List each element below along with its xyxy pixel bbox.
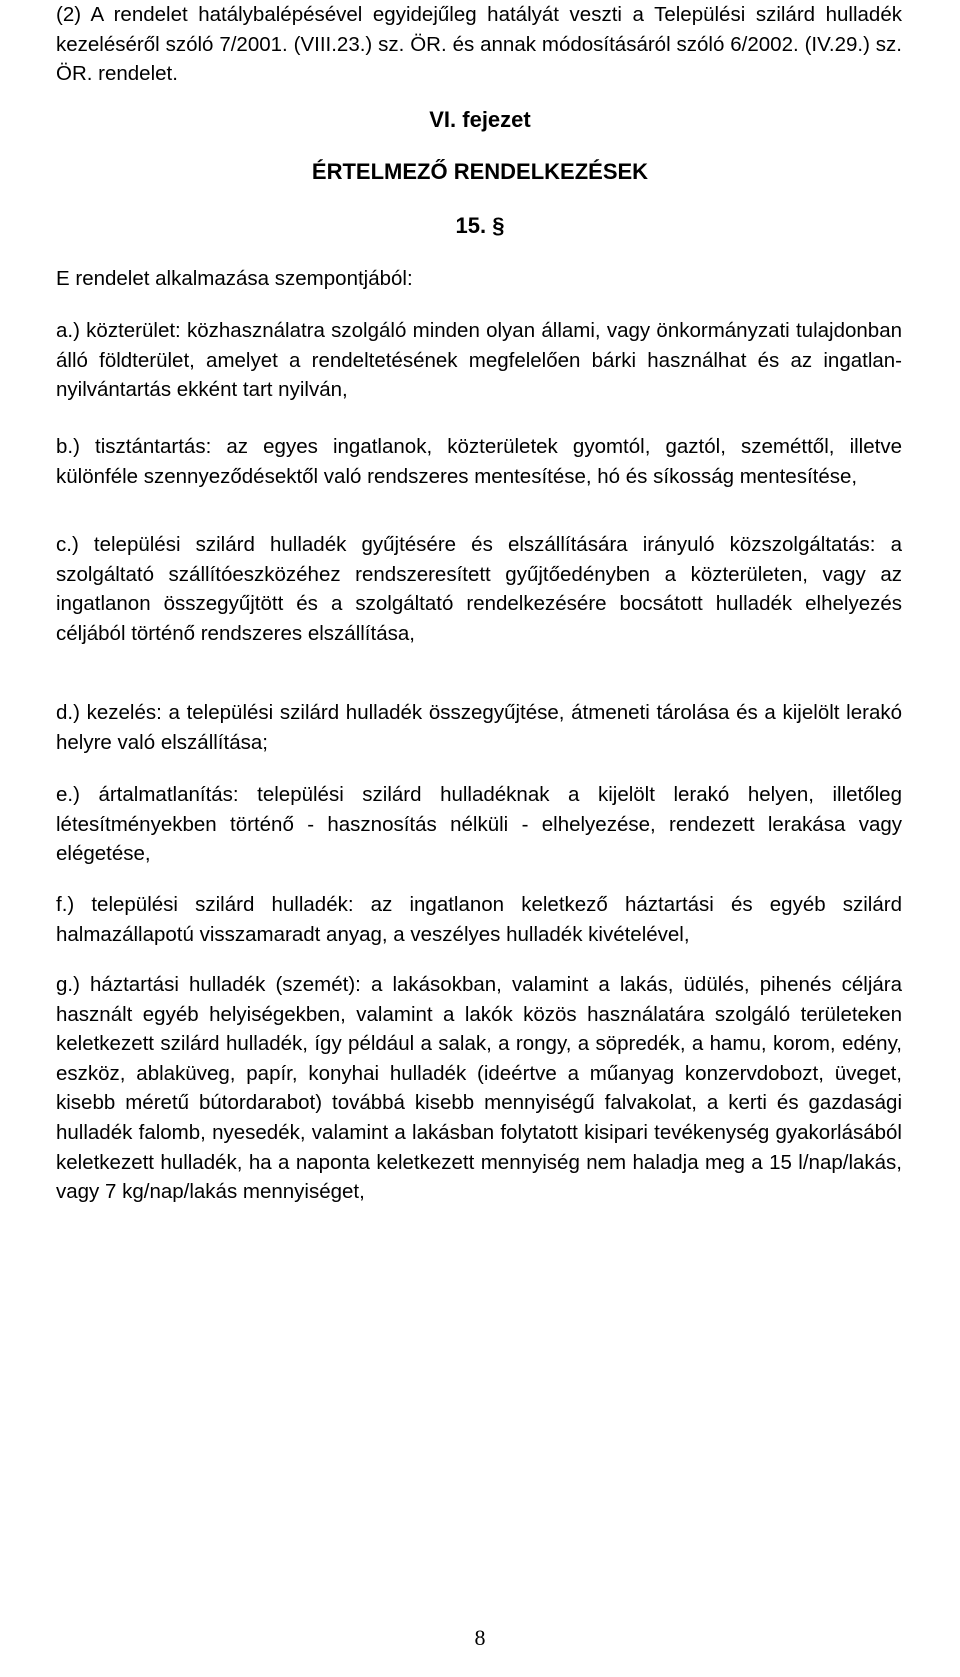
definition-c: c.) települési szilárd hulladék gyűjtésére és elszállítására irányuló közszolgáltatás: a szolgáltató szállítóeszközéhez rendszeresített gyűjtőedényben a közterületen, vagy az ingatlanon összegyűjtött és a szolgáltató rendelkezésére bocsátott hulladék elhelyezés céljából történő rendszeres elszállítása, xyxy=(56,533,902,645)
definition-a: a.) közterület: közhasználatra szolgáló minden olyan állami, vagy önkormányzati tulajdonban álló földterület, amelyet a rendeltetésének megfelelően bárki használhat és az ingatlan-nyilvántartás ekként tart nyilván, xyxy=(56,319,902,402)
definition-f: f.) települési szilárd hulladék: az ingatlanon keletkező háztartási és egyéb szilárd halmazállapotú visszamaradt anyag, a veszélyes hulladék kivételével, xyxy=(56,893,902,946)
chapter-heading: VI. fejezet xyxy=(429,107,531,132)
chapter-title: ÉRTELMEZŐ RENDELKEZÉSEK xyxy=(311,159,649,184)
section-heading: 15. § xyxy=(455,213,505,238)
intro-paragraph: (2) A rendelet hatálybalépésével egyidejűleg hatályát veszti a Települési szilárd hulladék kezeléséről szóló 7/2001. (VIII.23.) sz. ÖR. és annak módosításáról szóló 6/2002. (IV.29.) sz. ÖR. rendelet. xyxy=(56,3,902,86)
definition-b: b.) tisztántartás: az egyes ingatlanok, közterületek gyomtól, gaztól, szeméttől, illetve különféle szennyeződésektől való rendszeres mentesítése, hó és síkosság mentesítése, xyxy=(56,435,902,488)
definition-e: e.) ártalmatlanítás: települési szilárd hulladéknak a kijelölt lerakó helyen, illetőleg létesítményekben történő - hasznosítás nélküli - elhelyezése, rendezett lerakása vagy elégetése, xyxy=(56,783,902,866)
scope-line: E rendelet alkalmazása szempontjából: xyxy=(56,267,413,290)
definition-d: d.) kezelés: a települési szilárd hulladék összegyűjtése, átmeneti tárolása és a kijelölt lerakó helyre való elszállítása; xyxy=(56,701,902,754)
definition-g: g.) háztartási hulladék (szemét): a lakásokban, valamint a lakás, üdülés, pihenés céljára használt egyéb helyiségekben, valamint a lakók közös használatára szolgáló területeken keletkezett szilárd hulladék, így például a salak, a rongy, a söpredék, a hamu, korom, edény, eszköz, ablaküveg, papír, konyhai hulladék (ideértve a műanyag konzervdobozt, üveget, kisebb méretű bútordarabot) továbbá kisebb mennyiségű falvakolat, a kerti és gazdasági hulladék falomb, nyesedék, valamint a lakásban folytatott kisipari tevékenység gyakorlásából keletkezett hulladék, ha a naponta keletkezett mennyiség nem haladja meg a 15 l/nap/lakás, vagy 7 kg/nap/lakás mennyiséget, xyxy=(56,973,902,1204)
page-number: 8 xyxy=(474,1625,486,1650)
